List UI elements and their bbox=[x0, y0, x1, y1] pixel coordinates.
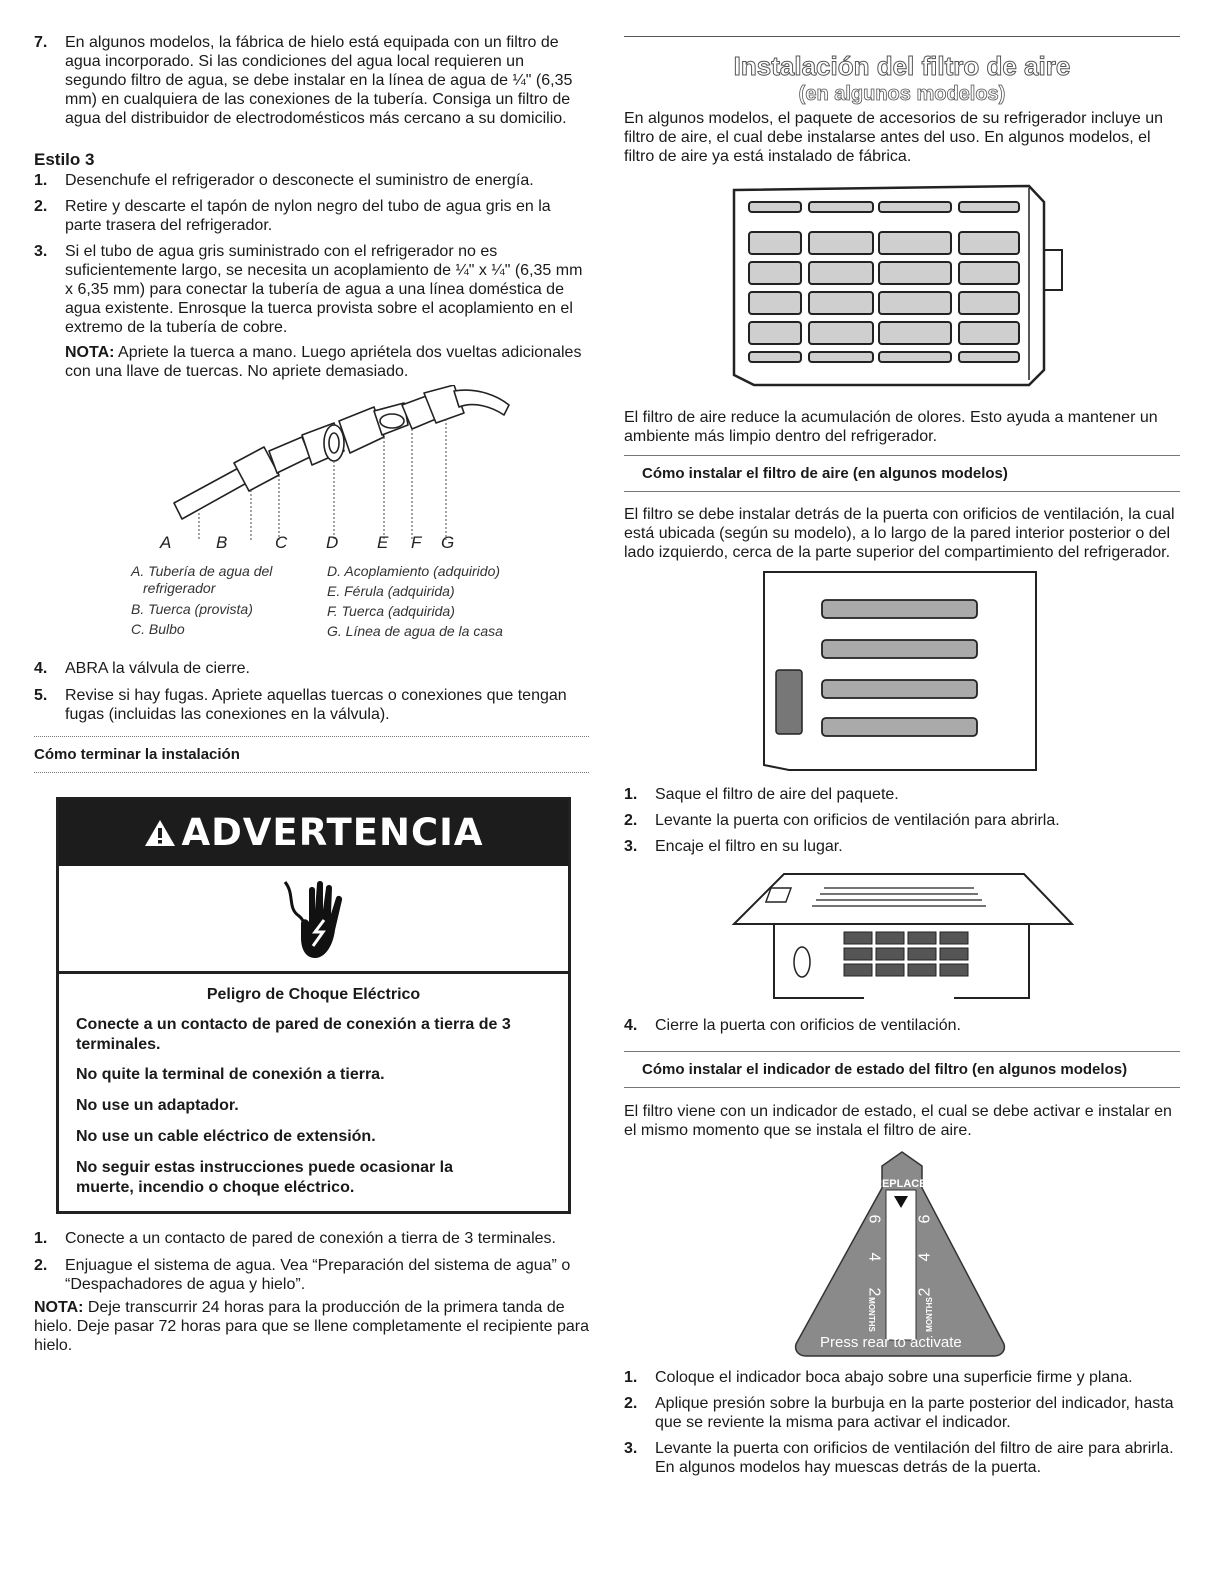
filter-grille-cell bbox=[844, 932, 872, 944]
warning-line: No use un cable eléctrico de extensión. bbox=[76, 1128, 376, 1145]
filter-grille-cell bbox=[749, 202, 801, 212]
step-number: 1. bbox=[34, 172, 48, 189]
electric-shock-hand-icon bbox=[275, 874, 355, 966]
filter-grille-cell bbox=[876, 948, 904, 960]
note bbox=[34, 1298, 589, 1355]
filter-grille-cell bbox=[959, 232, 1019, 254]
indicator-number: 6 bbox=[916, 1214, 934, 1224]
warning-symbol-area bbox=[59, 866, 568, 974]
section-heading-box bbox=[624, 1051, 1180, 1088]
divider bbox=[34, 772, 589, 773]
filter-grille-cell bbox=[940, 932, 968, 944]
left-column bbox=[34, 0, 589, 1355]
step-text: Si el tubo de agua gris suministrado con el refrigerador no es suficientemente largo, se necesita un acoplamiento de ¼" x ¼" (6,35 mm x 6,35 mm) para conectar la tubería de agua a una línea doméstica de agua existente. Enrosque la tuerca provista sobre el acoplamiento en el extremo de la tubería de cobre. bbox=[65, 243, 583, 336]
section-heading-estilo-3: Estilo 3 bbox=[34, 150, 95, 169]
list-item bbox=[624, 1368, 1180, 1387]
section-heading-finish: Cómo terminar la instalación bbox=[34, 746, 240, 763]
filter-grille-cell bbox=[959, 262, 1019, 284]
warning-line: Conecte a un contacto de pared de conexión a tierra de 3 terminales. bbox=[76, 1016, 511, 1053]
indicator-months-label: MONTHS bbox=[924, 1297, 934, 1332]
filter-grille-cell bbox=[940, 948, 968, 960]
step-text: ABRA la válvula de cierre. bbox=[65, 660, 250, 677]
filter-grille-cell bbox=[879, 232, 951, 254]
indicator-press-label: Press rear to activate bbox=[820, 1334, 962, 1351]
section-heading-install: Cómo instalar el filtro de aire (en algunos modelos) bbox=[642, 465, 1008, 482]
filter-grille-cell bbox=[844, 964, 872, 976]
note-label: NOTA: bbox=[34, 1299, 84, 1316]
filter-grille-cell bbox=[809, 352, 873, 362]
fig-letter: A bbox=[160, 533, 172, 552]
intro-paragraph: En algunos modelos, el paquete de accesorios de su refrigerador incluye un filtro de aire, el cual debe instalarse antes del uso. En algunos modelos, el filtro de aire ya está instalado de fábrica. bbox=[624, 110, 1163, 165]
step-number: 2. bbox=[624, 812, 638, 829]
list-item bbox=[624, 837, 1180, 856]
fitting-illustration bbox=[34, 385, 589, 545]
note-text: Apriete la tuerca a mano. Luego apriétela dos vueltas adicionales con una llave de tuercas. No apriete demasiado. bbox=[65, 344, 582, 380]
indicator-paragraph: El filtro viene con un indicador de estado, el cual se debe activar e instalar en el mismo momento que se instala el filtro de aire. bbox=[624, 1103, 1172, 1139]
filter-grille-cell bbox=[879, 322, 951, 344]
filter-grille-cell bbox=[879, 292, 951, 314]
air-filter-figure bbox=[624, 180, 1180, 402]
filter-grille-cell bbox=[809, 262, 873, 284]
list-item bbox=[624, 1439, 1180, 1477]
vent-door-figure bbox=[624, 570, 1180, 782]
divider bbox=[624, 36, 1180, 37]
caption: refrigerador bbox=[143, 580, 216, 596]
step-number: 3. bbox=[624, 1440, 638, 1457]
water-line-fitting-figure bbox=[34, 385, 589, 655]
warning-line: No use un adaptador. bbox=[76, 1097, 239, 1114]
step-text: Coloque el indicador boca abajo sobre una superficie firme y plana. bbox=[655, 1369, 1133, 1386]
caption: E. Férula (adquirida) bbox=[327, 583, 455, 599]
step-number: 4. bbox=[34, 660, 48, 677]
hazard-title: Peligro de Choque Eléctrico bbox=[206, 986, 421, 1003]
step-text: Encaje el filtro en su lugar. bbox=[655, 838, 843, 855]
status-indicator-figure bbox=[624, 1148, 1180, 1363]
right-column bbox=[624, 0, 1180, 1477]
step-text: En algunos modelos, la fábrica de hielo está equipada con un filtro de agua incorporado. Si las condiciones del agua local requieren un segundo filtro de agua, se debe instalar en la línea de agua de ¼" (6,35 mm) en cualquiera de las conexiones de la tubería. Consiga un filtro de agua del distribuidor de electrodomésticos más cercano a su domicilio. bbox=[65, 34, 573, 127]
list-item bbox=[34, 1256, 589, 1294]
warning-title: ADVERTENCIA bbox=[181, 811, 484, 854]
filter-grille-cell bbox=[876, 932, 904, 944]
note-text: Deje transcurrir 24 horas para la producción de la primera tanda de hielo. Deje pasar 72 horas para que se llene completamente el recipiente para hielo. bbox=[34, 1299, 590, 1354]
warning-line: No quite la terminal de conexión a tierra. bbox=[76, 1066, 385, 1083]
caption: F. Tuerca (adquirida) bbox=[327, 603, 455, 619]
list-item bbox=[624, 1394, 1180, 1432]
list-item bbox=[34, 1229, 589, 1248]
list-item bbox=[34, 171, 589, 190]
step-number: 7. bbox=[34, 34, 48, 51]
step-number: 1. bbox=[34, 1230, 48, 1247]
indicator-number: 2 bbox=[916, 1287, 934, 1297]
filter-grille-cell bbox=[879, 262, 951, 284]
filter-grille-cell bbox=[809, 292, 873, 314]
filter-grille-cell bbox=[749, 322, 801, 344]
note-label: NOTA: bbox=[65, 344, 115, 361]
step-text: Aplique presión sobre la burbuja en la parte posterior del indicador, hasta que se reviente la misma para activar el indicador. bbox=[655, 1395, 1174, 1431]
step-text: Saque el filtro de aire del paquete. bbox=[655, 786, 899, 803]
warning-line: No seguir estas instrucciones puede ocasionar la muerte, incendio o choque eléctrico. bbox=[76, 1159, 454, 1196]
step-text: Conecte a un contacto de pared de conexión a tierra de 3 terminales. bbox=[65, 1230, 556, 1247]
fig-letter: C bbox=[275, 533, 288, 552]
filter-grille-cell bbox=[959, 292, 1019, 314]
step-text: Levante la puerta con orificios de ventilación del filtro de aire para abrirla. En algunos modelos hay muescas detrás de la puerta. bbox=[655, 1440, 1174, 1476]
filter-grille-cell bbox=[879, 202, 951, 212]
caption: D. Acoplamiento (adquirido) bbox=[327, 563, 501, 579]
filter-grille-cell bbox=[749, 262, 801, 284]
filter-grille-cell bbox=[876, 964, 904, 976]
caption: B. Tuerca (provista) bbox=[131, 601, 253, 617]
indicator-replace-label: REPLACE bbox=[874, 1178, 927, 1190]
filter-grille-cell bbox=[809, 322, 873, 344]
list-item bbox=[34, 659, 589, 678]
step-text: Desenchufe el refrigerador o desconecte el suministro de energía. bbox=[65, 172, 534, 189]
air-filter-illustration bbox=[624, 180, 1180, 402]
filter-grille-cell bbox=[749, 292, 801, 314]
step-text: Revise si hay fugas. Apriete aquellas tuercas o conexiones que tengan fugas (incluidas las conexiones en la válvula). bbox=[65, 687, 567, 723]
caption: C. Bulbo bbox=[131, 621, 185, 637]
indicator-months-label: MONTHS bbox=[866, 1297, 876, 1332]
list-item bbox=[34, 33, 589, 128]
list-item bbox=[624, 1016, 1180, 1035]
note bbox=[65, 343, 589, 381]
section-heading-indicator: Cómo instalar el indicador de estado del filtro (en algunos modelos) bbox=[642, 1061, 1128, 1078]
fig-letter: B bbox=[216, 533, 228, 552]
filter-grille-cell bbox=[959, 322, 1019, 344]
fig-letter: E bbox=[377, 533, 389, 552]
fig-letter: D bbox=[326, 533, 339, 552]
filter-installed-figure bbox=[624, 866, 1180, 1010]
page-title: Instalación del filtro de aire bbox=[733, 51, 1071, 81]
step-number: 3. bbox=[624, 838, 638, 855]
caption: A. Tubería de agua del bbox=[131, 563, 273, 579]
list-item bbox=[624, 785, 1180, 804]
filter-grille-cell bbox=[908, 948, 936, 960]
step-number: 5. bbox=[34, 687, 48, 704]
indicator-number: 4 bbox=[916, 1252, 934, 1262]
vent-door-illustration bbox=[624, 570, 1180, 782]
filter-grille-cell bbox=[844, 948, 872, 960]
filter-grille-cell bbox=[959, 352, 1019, 362]
warning-header bbox=[59, 800, 568, 866]
step-text: Cierre la puerta con orificios de ventilación. bbox=[655, 1017, 961, 1034]
indicator-number: 2 bbox=[865, 1287, 883, 1297]
list-item bbox=[34, 686, 589, 724]
step-text: Retire y descarte el tapón de nylon negro del tubo de agua gris en la parte trasera del refrigerador. bbox=[65, 198, 551, 234]
warning-triangle-icon bbox=[143, 818, 177, 848]
step-text: Enjuague el sistema de agua. Vea “Preparación del sistema de agua” o “Despachadores de agua y hielo”. bbox=[65, 1257, 571, 1293]
filter-grille-cell bbox=[908, 932, 936, 944]
filter-description: El filtro de aire reduce la acumulación de olores. Esto ayuda a mantener un ambiente más limpio dentro del refrigerador. bbox=[624, 409, 1158, 445]
step-number: 4. bbox=[624, 1017, 638, 1034]
step-text: Levante la puerta con orificios de ventilación para abrirla. bbox=[655, 812, 1060, 829]
step-number: 1. bbox=[624, 786, 638, 803]
warning-lines bbox=[59, 1015, 568, 1198]
caption: G. Línea de agua de la casa bbox=[327, 623, 503, 639]
step-number: 3. bbox=[34, 243, 48, 260]
page-subtitle: (en algunos modelos) bbox=[798, 83, 1006, 105]
list-item bbox=[624, 811, 1180, 830]
filter-grille-cell bbox=[749, 352, 801, 362]
list-item bbox=[34, 242, 589, 381]
fig-letter: G bbox=[441, 533, 455, 552]
step-number: 2. bbox=[34, 1257, 48, 1274]
step-number: 2. bbox=[34, 198, 48, 215]
filter-grille-cell bbox=[940, 964, 968, 976]
indicator-number: 4 bbox=[865, 1252, 883, 1262]
step-number: 1. bbox=[624, 1369, 638, 1386]
filter-grille-cell bbox=[879, 352, 951, 362]
filter-grille-cell bbox=[809, 232, 873, 254]
filter-grille-cell bbox=[959, 202, 1019, 212]
filter-installed-illustration bbox=[624, 866, 1180, 1010]
install-paragraph: El filtro se debe instalar detrás de la puerta con orificios de ventilación, la cual está ubicada (según su modelo), a lo largo de la pared interior posterior o del lado izquierdo, cerca de la parte superior del compartimiento del refrigerador. bbox=[624, 506, 1175, 561]
filter-grille-cell bbox=[809, 202, 873, 212]
warning-box bbox=[56, 797, 571, 1214]
filter-grille-cell bbox=[749, 232, 801, 254]
filter-grille-cell bbox=[908, 964, 936, 976]
indicator-number: 6 bbox=[865, 1214, 883, 1224]
list-item bbox=[34, 197, 589, 235]
step-number: 2. bbox=[624, 1395, 638, 1412]
fig-letter: F bbox=[411, 533, 422, 552]
section-heading-box bbox=[624, 455, 1180, 492]
